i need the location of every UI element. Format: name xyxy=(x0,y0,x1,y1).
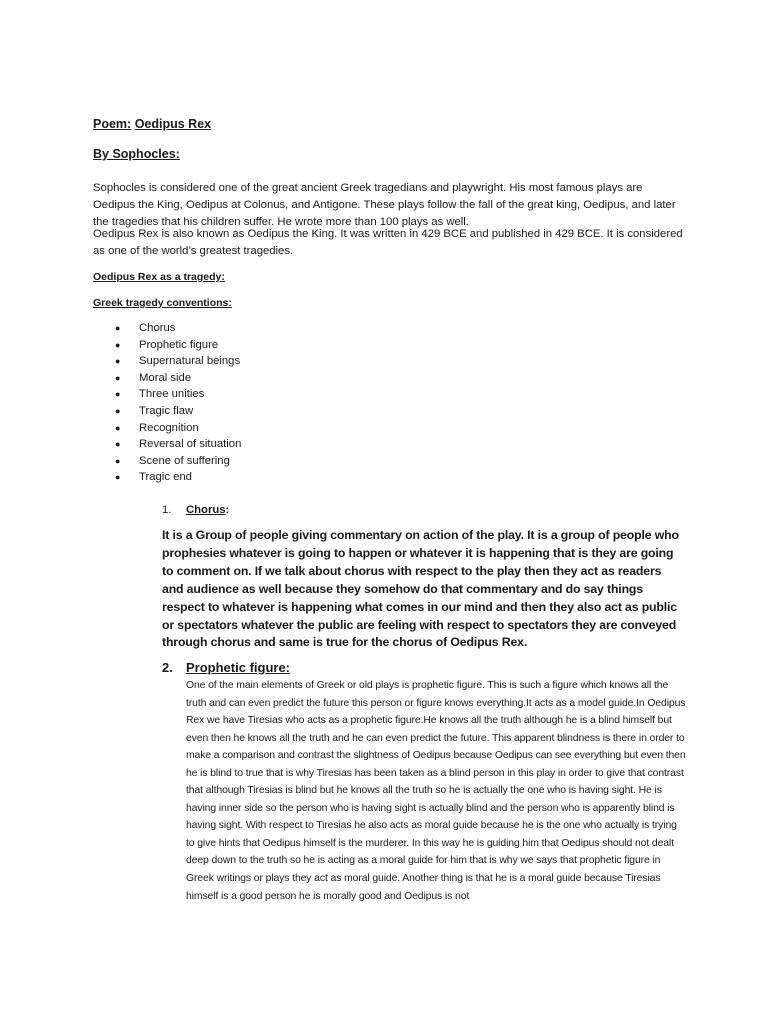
list-item: ● Supernatural beings xyxy=(115,353,241,370)
section-2-heading xyxy=(162,659,290,676)
list-item: ● Tragic end xyxy=(115,469,241,486)
section-2-number: 2. xyxy=(162,660,173,675)
bullet-icon: ● xyxy=(115,472,121,483)
intro-paragraph-2: Oedipus Rex is also known as Oedipus the King. It was written in 429 BCE and published in 429 BCE. It is considered as one of the world’s greatest tragedies. xyxy=(93,228,683,257)
poem-title: Oedipus Rex xyxy=(134,117,212,131)
section-1-number: 1. xyxy=(162,504,172,516)
list-item: ● Tragic flaw xyxy=(115,403,241,420)
list-item: ● Scene of suffering xyxy=(115,453,241,470)
tragedy-heading: Oedipus Rex as a tragedy: xyxy=(93,271,225,283)
section-1-body: It is a Group of people giving commentary on action of the play. It is a group of people who prophesies whatever is going to happen or whatever it is happening that is they are going to comment on. If we talk about chorus with respect to the play then they act as readers and audience as well because they somehow do that commentary and do say things respect to whatever is happening what comes in our mind and then they also act as public or spectators whatever the public are feeling with respect to spectators they are conveyed through chorus and same is true for the chorus of Oedipus Rex. xyxy=(162,528,679,650)
bullet-icon: ● xyxy=(115,339,121,350)
conventions-list xyxy=(115,320,241,486)
list-item: ● Reversal of situation xyxy=(115,436,241,453)
list-item: ● Prophetic figure xyxy=(115,337,241,354)
list-item: ● Moral side xyxy=(115,370,241,387)
list-item: ● Three unities xyxy=(115,386,241,403)
bullet-icon: ● xyxy=(115,372,121,383)
bullet-icon: ● xyxy=(115,455,121,466)
bullet-icon: ● xyxy=(115,405,121,416)
bullet-icon: ● xyxy=(115,439,121,450)
bullet-icon: ● xyxy=(115,356,121,367)
section-2-label: Prophetic figure: xyxy=(186,660,291,675)
author-heading: By Sophocles: xyxy=(93,147,180,161)
section-2-body: One of the main elements of Greek or old plays is prophetic figure. This is such a figure which knows all the truth and can even predict the future this person or figure knows everything.It acts as a model guide.In Oedipus Rex we have Tiresias who acts as a prophetic figure.He knows all the truth although he is a blind himself but even then he knows all the truth and he can even predict the future. This apparent blindness is there in order to make a comparison and contrast the slightness of Oedipus because Oedipus can see everything but even then he is blind to true that is why Tiresias has been taken as a blind person in this play in order to give that contrast that although Tiresias is blind but he knows all the truth so he is actually the one who is having sight. He is having inner side so the person who is having sight is actually blind and the person who is apparently blind is having sight. With respect to Tiresias he also acts as moral guide because he is the one who actually is trying to give hints that Oedipus himself is the murderer. In this way he is guiding him that Oedipus should not dealt deep down to the truth so he is acting as a moral guide for him that is why we says that prophetic figure in Greek writings or plays they act as moral guide. Another thing is that he is a moral guide because Tiresias himself is a good person he is morally good and Oedipus is not xyxy=(186,680,686,902)
list-item: ● Chorus xyxy=(115,320,241,337)
conventions-heading: Greek tragedy conventions: xyxy=(93,297,232,309)
poem-title-line xyxy=(93,116,211,132)
section-1-heading xyxy=(162,502,229,518)
bullet-icon: ● xyxy=(115,389,121,400)
bullet-icon: ● xyxy=(115,422,121,433)
list-item: ● Recognition xyxy=(115,420,241,437)
intro-paragraph-1: Sophocles is considered one of the great ancient Greek tragedians and playwright. His most famous plays are Oedipus the King, Oedipus at Colonus, and Antigone. These plays follow the fall of the great king, Oedipus, and later the tragedies that his children suffer. He wrote more than 100 plays as well. xyxy=(93,182,676,228)
poem-label: Poem: xyxy=(93,117,132,131)
section-1-label: Chorus xyxy=(186,504,226,516)
bullet-icon: ● xyxy=(115,323,121,333)
section-1-colon: : xyxy=(225,504,230,516)
